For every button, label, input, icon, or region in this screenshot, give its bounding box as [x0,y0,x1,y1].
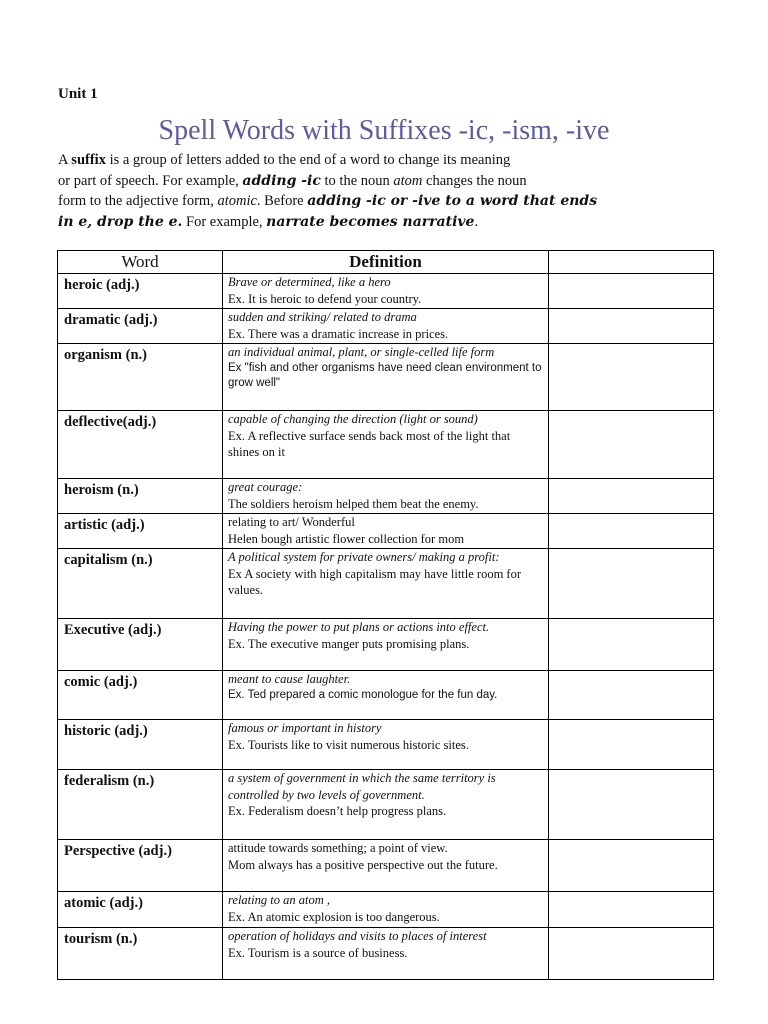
blank-cell [549,720,714,770]
word-cell: deflective(adj.) [58,411,223,479]
definition-cell: capable of changing the direction (light or sound) Ex. A reflective surface sends back most of the light that shines on it [223,411,549,479]
intro-paragraph [58,150,678,232]
blank-cell [549,549,714,619]
table-row [58,840,714,892]
word-cell: federalism (n.) [58,770,223,840]
definition-cell: sudden and striking/ related to drama Ex. There was a dramatic increase in prices. [223,309,549,344]
definition-cell: A political system for private owners/ making a profit: Ex A society with high capitalism may have little room for values. [223,549,549,619]
intro-line-1: A suffix is a group of letters added to the end of a word to change its meaning [58,152,511,168]
blank-cell [549,892,714,928]
definition-cell: Having the power to put plans or actions into effect. Ex. The executive manger puts promising plans. [223,619,549,671]
header-word: Word [58,251,223,274]
definition-cell: famous or important in history Ex. Tourists like to visit numerous historic sites. [223,720,549,770]
table-row [58,720,714,770]
table-row [58,928,714,980]
table-row [58,671,714,720]
definition-cell: attitude towards something; a point of view. Mom always has a positive perspective out the future. [223,840,549,892]
blank-cell [549,840,714,892]
table-row [58,770,714,840]
suffix-term: suffix [71,152,106,168]
blank-cell [549,344,714,411]
word-cell: capitalism (n.) [58,549,223,619]
definition-cell: an individual animal, plant, or single-celled life form Ex "fish and other organisms have need clean environment to grow well" [223,344,549,411]
blank-cell [549,514,714,549]
unit-label: Unit 1 [58,86,98,102]
intro-line-2: or part of speech. For example, adding -ic to the noun atom changes the noun [58,172,527,189]
blank-cell [549,411,714,479]
table-row [58,309,714,344]
table-row [58,892,714,928]
vocabulary-table [57,250,714,980]
word-cell: dramatic (adj.) [58,309,223,344]
blank-cell [549,671,714,720]
table-row [58,411,714,479]
page-title: Spell Words with Suffixes -ic, -ism, -ive [158,115,610,146]
definition-cell: great courage: The soldiers heroism helped them beat the enemy. [223,479,549,514]
word-cell: organism (n.) [58,344,223,411]
table-row [58,619,714,671]
word-cell: Perspective (adj.) [58,840,223,892]
blank-cell [549,928,714,980]
blank-cell [549,770,714,840]
definition-cell: a system of government in which the same territory is controlled by two levels of government. Ex. Federalism doesn’t help progress plans. [223,770,549,840]
table-header-row [58,251,714,274]
word-cell: historic (adj.) [58,720,223,770]
table-row [58,344,714,411]
table-row [58,274,714,309]
blank-cell [549,479,714,514]
definition-cell: relating to an atom , Ex. An atomic explosion is too dangerous. [223,892,549,928]
blank-cell [549,619,714,671]
table-row [58,479,714,514]
table-row [58,549,714,619]
word-cell: comic (adj.) [58,671,223,720]
definition-cell: operation of holidays and visits to places of interest Ex. Tourism is a source of business. [223,928,549,980]
word-cell: heroic (adj.) [58,274,223,309]
word-cell: heroism (n.) [58,479,223,514]
intro-line-4: in e, drop the e. For example, narrate becomes narrative. [58,213,479,230]
word-cell: Executive (adj.) [58,619,223,671]
word-cell: atomic (adj.) [58,892,223,928]
blank-cell [549,309,714,344]
definition-cell: Brave or determined, like a hero Ex. It is heroic to defend your country. [223,274,549,309]
table-row [58,514,714,549]
intro-line-3: form to the adjective form, atomic. Before adding -ic or -ive to a word that ends [58,193,598,209]
word-cell: tourism (n.) [58,928,223,980]
definition-cell: meant to cause laughter. Ex. Ted prepared a comic monologue for the fun day. [223,671,549,720]
blank-cell [549,274,714,309]
header-definition: Definition [223,251,549,274]
word-cell: artistic (adj.) [58,514,223,549]
definition-cell: relating to art/ Wonderful Helen bough artistic flower collection for mom [223,514,549,549]
header-blank [549,251,714,274]
